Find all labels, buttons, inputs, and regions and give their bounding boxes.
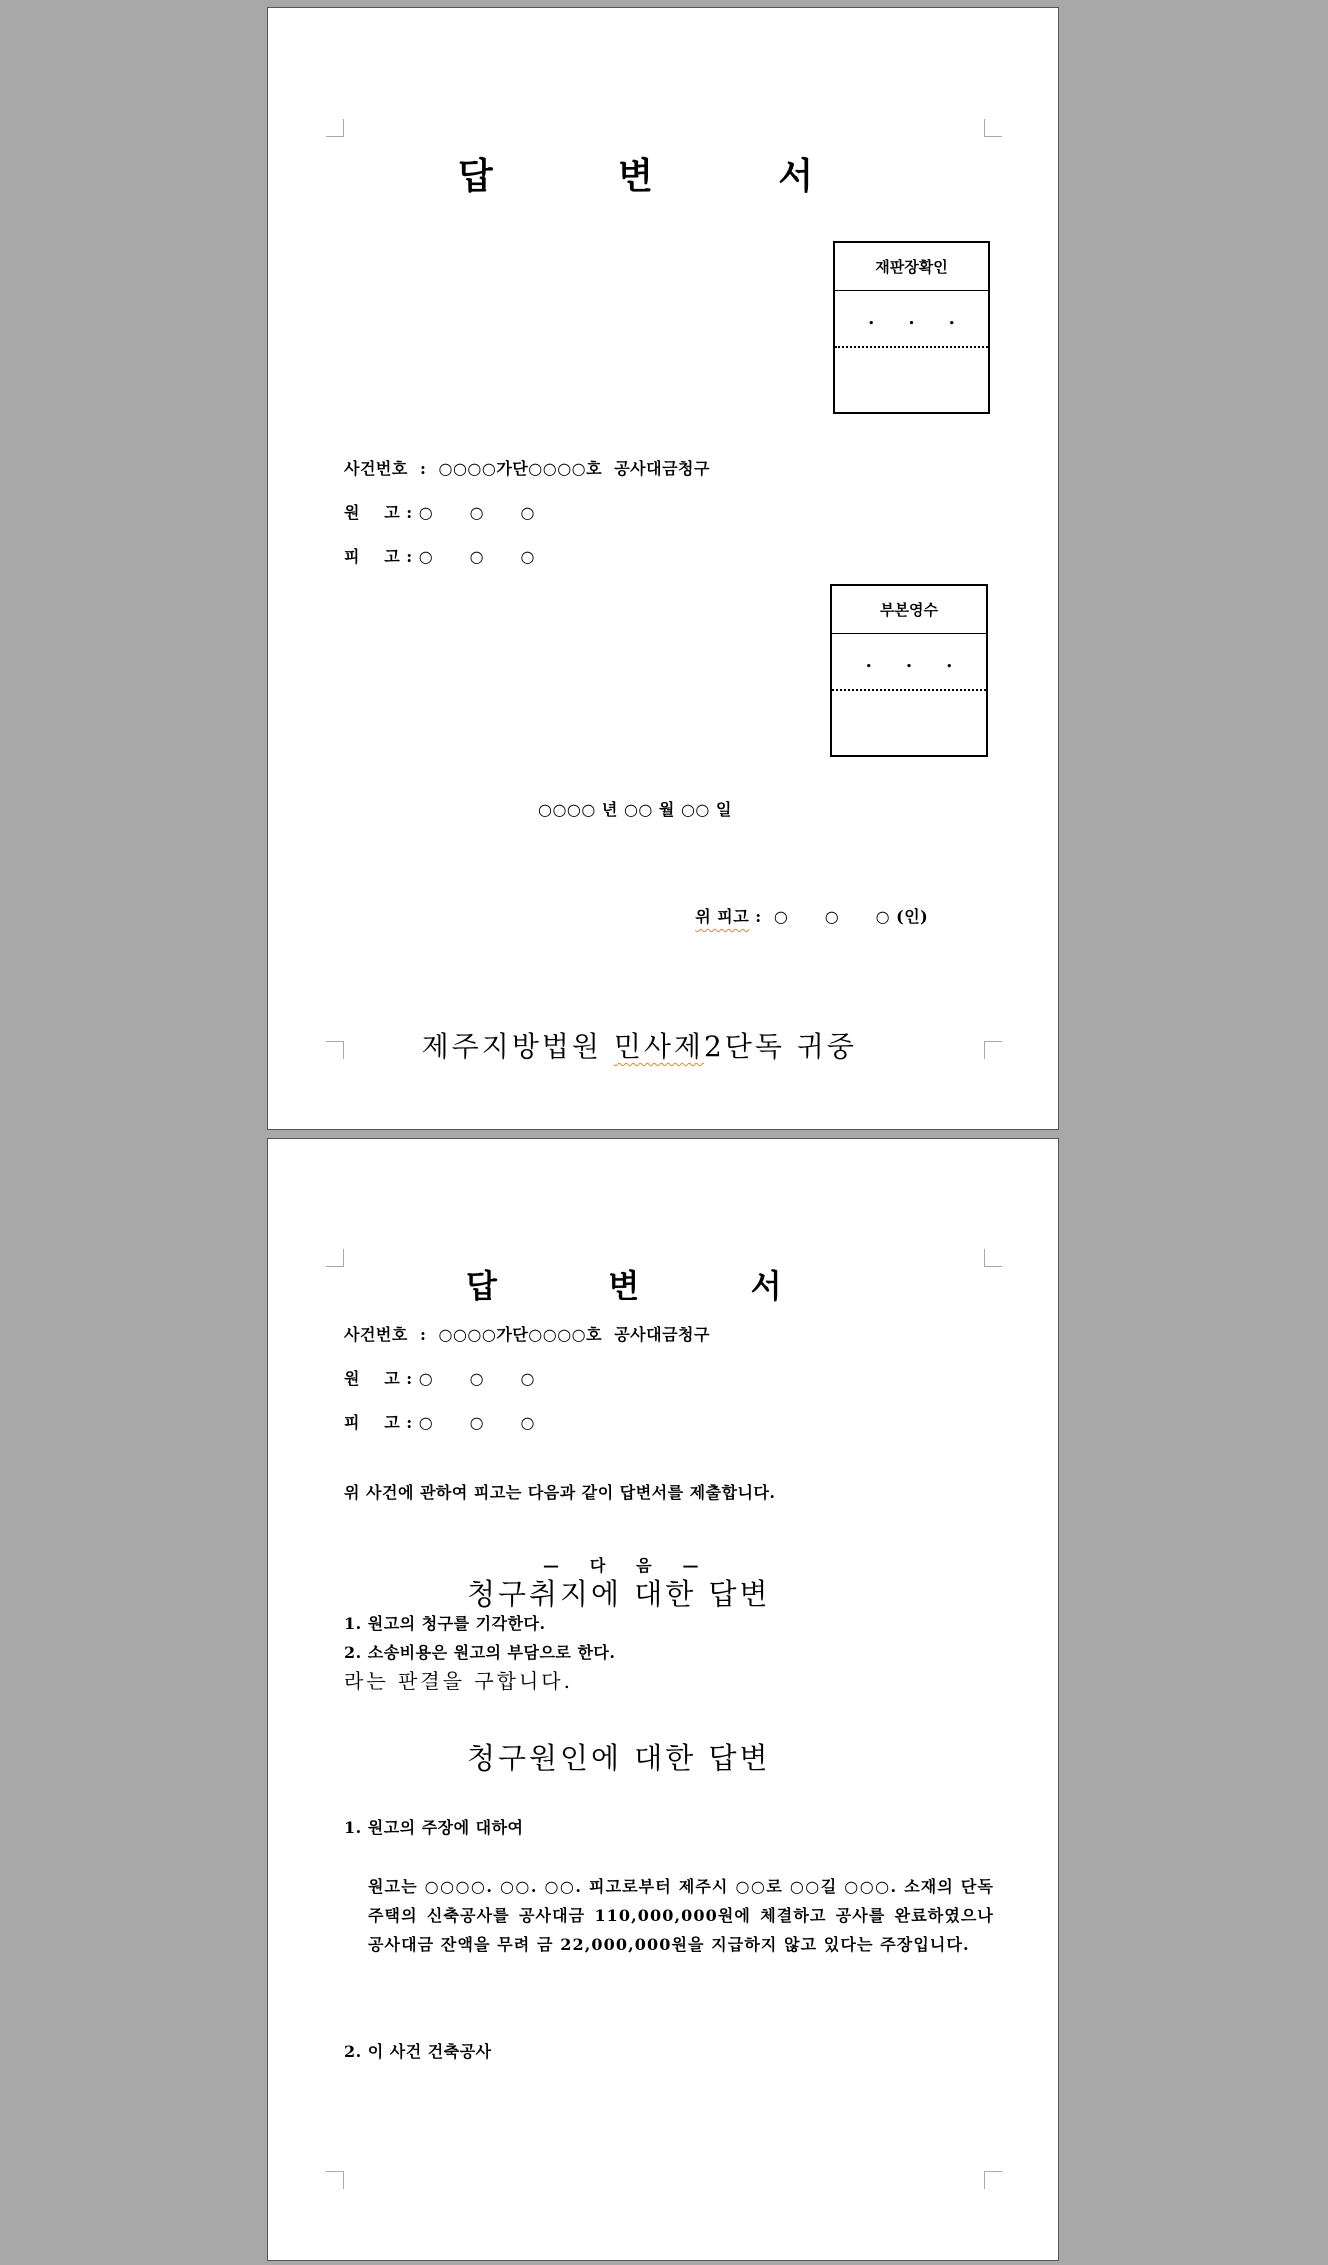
signer-name: : ○ ○ ○ (인) <box>749 907 929 926</box>
court-division-rest: 2단독 귀중 <box>703 1030 857 1063</box>
cause-response-heading: 청구원인에 대한 답변 <box>467 1741 771 1775</box>
copy-box-date-dots: ... <box>832 634 986 691</box>
signer-label: 위 피고 <box>695 907 750 926</box>
judge-box-date-dots: ... <box>835 291 988 348</box>
intro-paragraph: 위 사건에 관하여 피고는 다음과 같이 답변서를 제출합니다. <box>344 1483 776 1502</box>
margin-corner-mark <box>984 2171 1002 2189</box>
margin-corner-mark <box>326 1041 344 1059</box>
filing-date: ○○○○ 년 ○○ 월 ○○ 일 <box>538 800 732 819</box>
plaintiff-line: 원 고 : ○ ○ ○ <box>344 1369 535 1388</box>
margin-corner-mark <box>326 1249 344 1267</box>
claim-response-heading: 청구취지에 대한 답변 <box>467 1577 771 1611</box>
court-name: 제주지방법원 <box>421 1030 614 1063</box>
section-1-title: 1. 원고의 주장에 대하여 <box>344 1818 524 1837</box>
claim-item-2: 2. 소송비용은 원고의 부담으로 한다. <box>344 1643 616 1662</box>
section-1-body: 원고는 ○○○○. ○○. ○○. 피고로부터 제주시 ○○로 ○○길 ○○○. 소재의 단독주택의 신축공사를 공사대금 110,000,000원에 체결하고 공사를 완료하였으나 공사대금 잔액을 무려 금 22,000,000원을 지급하지 않고 있다는 주장입니다. <box>368 1877 994 1954</box>
defendant-line: 피 고 : ○ ○ ○ <box>344 547 535 566</box>
court-division-highlight: 민사제 <box>613 1030 704 1063</box>
margin-corner-mark <box>984 1041 1002 1059</box>
case-number: 사건번호 : ○○○○가단○○○○호 공사대금청구 <box>344 459 710 478</box>
copy-receipt-box <box>830 584 988 757</box>
signer-line <box>671 885 928 946</box>
document-page-2 <box>267 1138 1059 2261</box>
case-number: 사건번호 : ○○○○가단○○○○호 공사대금청구 <box>344 1325 710 1344</box>
next-marker: — 다 음 — <box>543 1556 699 1575</box>
judge-confirmation-box <box>833 241 990 414</box>
defendant-line: 피 고 : ○ ○ ○ <box>344 1413 535 1432</box>
court-address <box>374 992 857 1098</box>
margin-corner-mark <box>326 119 344 137</box>
judge-box-label: 재판장확인 <box>835 243 988 291</box>
margin-corner-mark <box>984 1249 1002 1267</box>
section-2-title: 2. 이 사건 건축공사 <box>344 2042 492 2061</box>
document-title: 답 변 서 <box>466 1267 782 1305</box>
copy-box-label: 부본영수 <box>832 586 986 634</box>
document-title: 답 변 서 <box>458 155 813 197</box>
margin-corner-mark <box>326 2171 344 2189</box>
claim-conclusion: 라는 판결을 구합니다. <box>344 1669 573 1693</box>
document-page-1 <box>267 7 1059 1130</box>
margin-corner-mark <box>984 119 1002 137</box>
claim-item-1: 1. 원고의 청구를 기각한다. <box>344 1614 546 1633</box>
plaintiff-line: 원 고 : ○ ○ ○ <box>344 503 535 522</box>
